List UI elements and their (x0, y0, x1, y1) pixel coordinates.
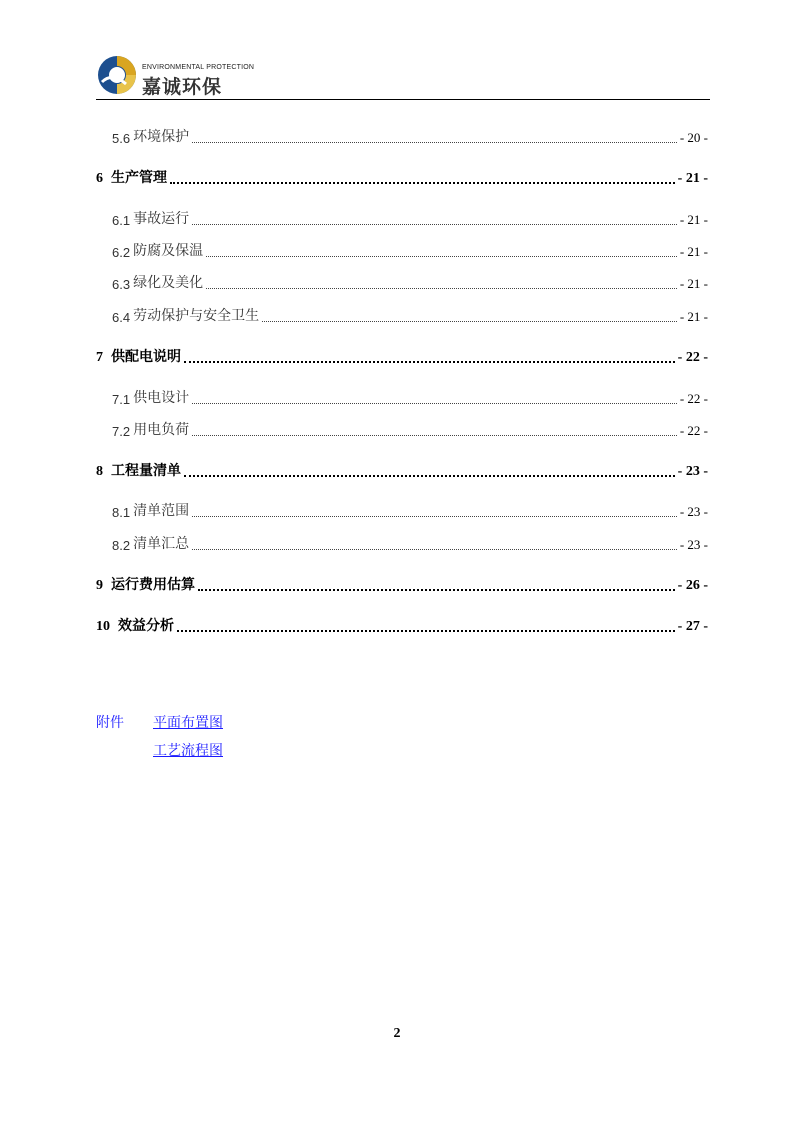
toc-entry[interactable] (112, 208, 708, 228)
dot-leader (206, 255, 677, 257)
toc-entry[interactable] (112, 500, 708, 520)
attachment-link-layout-plan[interactable] (96, 712, 223, 732)
toc-entry-page: - 22 - (677, 350, 708, 365)
logo-english-text: ENVIRONMENTAL PROTECTION (142, 64, 255, 71)
toc-entry-number: 8 (96, 464, 103, 479)
toc-entry-page: - 22 - (679, 423, 708, 438)
dot-leader (206, 287, 677, 289)
dot-leader (170, 181, 675, 184)
toc-entry[interactable] (112, 305, 708, 325)
toc-entry-title: 环境保护 (133, 129, 190, 145)
toc-entry-number: 8.1 (112, 505, 131, 520)
toc-entry[interactable] (96, 615, 708, 635)
toc-entry-page: - 21 - (679, 244, 708, 259)
toc-entry-page: - 26 - (677, 578, 708, 593)
dot-leader (192, 223, 677, 225)
toc-entry-page: - 21 - (679, 276, 708, 291)
toc-entry-title: 供电设计 (133, 390, 190, 406)
dot-leader (192, 141, 677, 143)
dot-leader (198, 588, 675, 591)
toc-entry-number: 6.2 (112, 245, 131, 260)
toc-entry-page: - 22 - (679, 391, 708, 406)
toc-entry[interactable] (96, 574, 708, 594)
toc-entry-page: - 21 - (677, 171, 708, 186)
toc-entry-number: 6 (96, 171, 103, 186)
toc-entry-number: 5.6 (112, 131, 131, 146)
toc-entry-title: 运行费用估算 (111, 577, 195, 593)
toc-entry[interactable] (96, 346, 708, 366)
toc-entry-title: 效益分析 (118, 618, 174, 634)
dot-leader (184, 474, 675, 477)
attachment-title: 工艺流程图 (153, 743, 223, 759)
toc-entry[interactable] (112, 533, 708, 553)
dot-leader (184, 360, 675, 363)
toc-entry-number: 7.2 (112, 424, 131, 439)
toc-entry-number: 7 (96, 350, 103, 365)
toc-entry[interactable] (112, 387, 708, 407)
toc-entry-title: 清单汇总 (133, 536, 190, 552)
toc-entry-page: - 27 - (677, 619, 708, 634)
toc-entry-number: 7.1 (112, 392, 131, 407)
toc-entry-title: 劳动保护与安全卫生 (133, 308, 260, 324)
toc-entry[interactable] (112, 272, 708, 292)
toc-entry-title: 绿化及美化 (133, 275, 204, 291)
attachment-label: 附件 (96, 715, 124, 731)
toc-entry-page: - 20 - (679, 130, 708, 145)
toc-entry[interactable] (112, 240, 708, 260)
toc-entry-page: - 21 - (679, 212, 708, 227)
dot-leader (192, 548, 677, 550)
toc-entry-title: 事故运行 (133, 211, 190, 227)
dot-leader (192, 402, 677, 404)
page-header (96, 52, 710, 100)
toc-entry-page: - 21 - (679, 309, 708, 324)
logo-chinese-text: 嘉诚环保 (142, 76, 223, 98)
attachment-title: 平面布置图 (153, 715, 223, 731)
toc-entry-title: 用电负荷 (133, 422, 190, 438)
toc-entry-page: - 23 - (679, 504, 708, 519)
dot-leader (192, 515, 677, 517)
toc-entry-page: - 23 - (677, 464, 708, 479)
toc-entry-number: 10 (96, 619, 110, 634)
header-divider (96, 99, 710, 100)
toc-entry[interactable] (112, 126, 708, 146)
page-number: 2 (393, 1026, 401, 1041)
toc-entry-title: 生产管理 (111, 170, 167, 186)
toc-entry-number: 6.1 (112, 213, 131, 228)
company-logo-icon (96, 54, 138, 96)
toc-entry-page: - 23 - (679, 537, 708, 552)
toc-entry-number: 8.2 (112, 538, 131, 553)
toc-entry-number: 6.3 (112, 277, 131, 292)
toc-entry[interactable] (96, 167, 708, 187)
toc-entry-number: 6.4 (112, 310, 131, 325)
toc-entry[interactable] (96, 460, 708, 480)
attachment-indent (96, 743, 153, 759)
dot-leader (177, 629, 675, 632)
dot-leader (192, 434, 677, 436)
toc-entry-title: 清单范围 (133, 503, 190, 519)
toc-entry-title: 工程量清单 (111, 463, 181, 479)
toc-entry-number: 9 (96, 578, 103, 593)
toc-entry-title: 供配电说明 (111, 349, 181, 365)
attachment-link-process-flow[interactable] (96, 740, 223, 760)
toc-entry[interactable] (112, 419, 708, 439)
dot-leader (262, 320, 677, 322)
toc-entry-title: 防腐及保温 (133, 243, 204, 259)
